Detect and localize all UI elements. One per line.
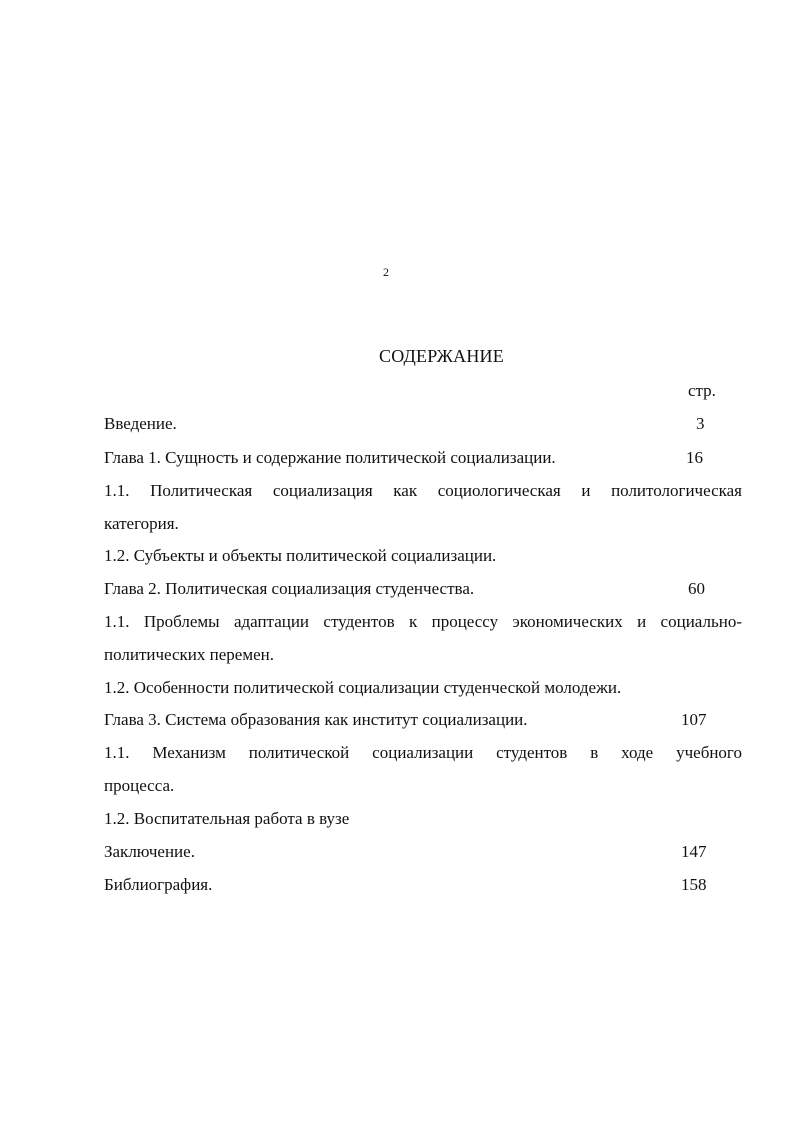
toc-page-conclusion: 147	[681, 842, 707, 861]
toc-entry-3-1-line1: 1.1. Механизм политической социализации студентов в ходе учебного	[104, 743, 742, 762]
page-column-label: стр.	[688, 381, 716, 400]
toc-page-introduction: 3	[696, 414, 705, 433]
toc-entry-bibliography: Библиография.	[104, 875, 213, 894]
toc-entry-2-1-line2: политических перемен.	[104, 645, 274, 664]
toc-entry-3-2: 1.2. Воспитательная работа в вузе	[104, 809, 350, 828]
toc-page-chapter-2: 60	[688, 579, 705, 598]
toc-entry-1-2: 1.2. Субъекты и объекты политической социализации.	[104, 546, 497, 565]
toc-entry-1-1-line2: категория.	[104, 514, 179, 533]
toc-page-chapter-1: 16	[686, 448, 703, 467]
toc-entry-2-2: 1.2. Особенности политической социализации студенческой молодежи.	[104, 678, 622, 697]
toc-entry-chapter-1: Глава 1. Сущность и содержание политической социализации.	[104, 448, 556, 467]
page-number: 2	[383, 265, 389, 279]
toc-page-bibliography: 158	[681, 875, 707, 894]
toc-entry-3-1-line2: процесса.	[104, 776, 175, 795]
toc-entry-introduction: Введение.	[104, 414, 177, 433]
toc-page-chapter-3: 107	[681, 710, 707, 729]
toc-entry-1-1-line1: 1.1. Политическая социализация как социологическая и политологическая	[104, 481, 742, 500]
toc-entry-chapter-2: Глава 2. Политическая социализация студенчества.	[104, 579, 475, 598]
toc-title: СОДЕРЖАНИЕ	[379, 346, 504, 366]
toc-entry-chapter-3: Глава 3. Система образования как институт социализации.	[104, 710, 528, 729]
toc-entry-2-1-line1: 1.1. Проблемы адаптации студентов к процессу экономических и социально-	[104, 612, 742, 631]
toc-entry-conclusion: Заключение.	[104, 842, 195, 861]
